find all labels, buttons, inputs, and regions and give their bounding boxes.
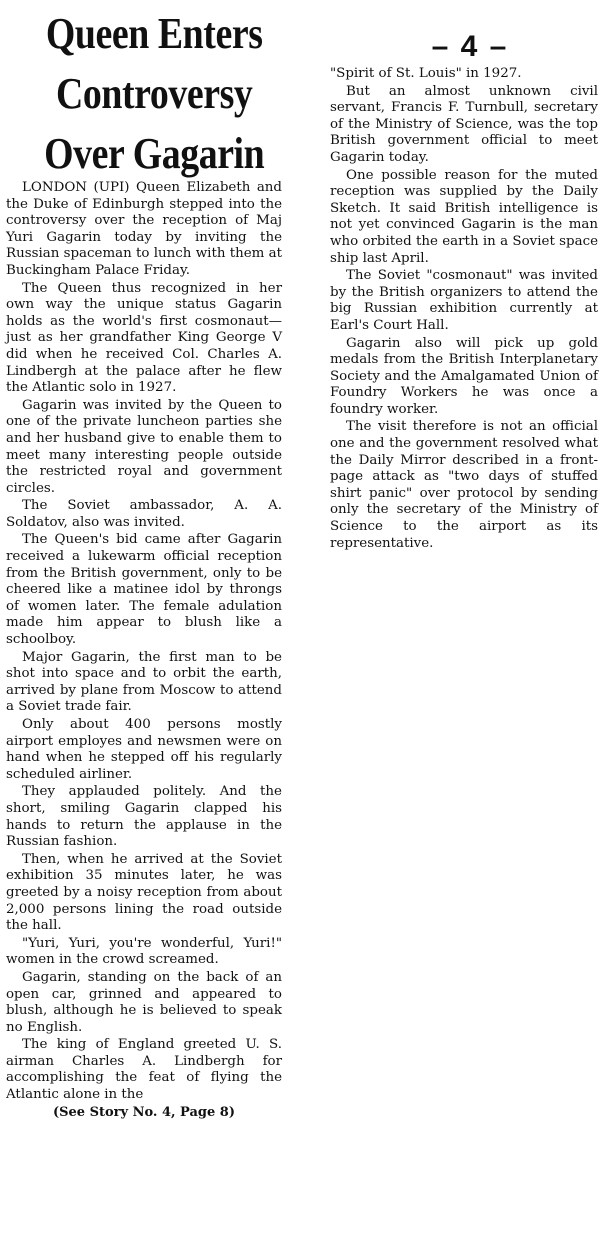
paragraph: The Queen thus recognized in her own way the unique status Gagarin holds as the world's first cosmonaut—just as her grandfather King George V did when he received Col. Charles A. Lindbergh at the palace after he flew the Atlantic solo in 1927. (6, 280, 282, 396)
paragraph: The Queen's bid came after Gagarin received a lukewarm official reception from the British government, only to be cheered like a matinee idol by throngs of women later. The female adulation made him appear to blush like a schoolboy. (6, 532, 282, 648)
paragraph: Then, when he arrived at the Soviet exhibition 35 minutes later, he was greeted by a noisy reception from about 2,000 persons lining the road outside the hall. (6, 851, 282, 934)
paragraph: The Soviet ambassador, A. A. Soldatov, also was invited. (6, 498, 282, 530)
paragraph: But an almost unknown civil servant, Francis F. Turnbull, secretary of the Ministry of Science, was the top British government official to meet Gagarin today. (330, 83, 598, 165)
headline-line-1: Queen Enters (45, 9, 263, 58)
paragraph: One possible reason for the muted reception was supplied by the Daily Sketch. It said British intelligence is not yet convinced Gagarin is the man who orbited the earth in a Soviet space ship last April. (330, 167, 598, 266)
paragraph: Gagarin also will pick up gold medals from the British Interplanetary Society and the Amalgamated Union of Foundry Workers he was once a foundry worker. (330, 335, 598, 417)
left-column (6, 180, 282, 1121)
paragraph: "Spirit of St. Louis" in 1927. (330, 66, 522, 81)
paragraph: LONDON (UPI) Queen Elizabeth and the Duke of Edinburgh stepped into the controversy over the reception of Maj Yuri Gagarin today by inviting the Russian spaceman to lunch with them at Buckingham Palace Friday. (6, 180, 282, 278)
paragraph: Only about 400 persons mostly airport employes and newsmen were on hand when he stepped off his regularly scheduled airliner. (6, 717, 282, 782)
headline-line-3: Over Gagarin (44, 129, 265, 178)
paragraph: The king of England greeted U. S. airman Charles A. Lindbergh for accomplishing the feat of flying the Atlantic alone in the (6, 1037, 282, 1103)
headline-line-2: Controversy (56, 69, 253, 118)
page-number: – 4 – (431, 30, 509, 63)
paragraph: Gagarin was invited by the Queen to one of the private luncheon parties she and her husband give to enable them to meet many interesting people outside the restricted royal and government circles. (6, 397, 282, 496)
paragraph: They applauded politely. And the short, smiling Gagarin clapped his hands to return the applause in the Russian fashion. (6, 784, 282, 850)
paragraph: Gagarin, standing on the back of an open car, grinned and appeared to blush, although he is believed to speak no English. (6, 969, 282, 1035)
paragraph: "Yuri, Yuri, you're wonderful, Yuri!" women in the crowd screamed. (6, 935, 282, 968)
paragraph: Major Gagarin, the first man to be shot into space and to orbit the earth, arrived by plane from Moscow to attend a Soviet trade fair. (6, 649, 282, 715)
right-column (330, 66, 598, 553)
paragraph: The visit therefore is not an official one and the government resolved what the Daily Mirror described in a front-page attack as "two days of stuffed shirt panic" over protocol by sending only the secretary of the Ministry of Science to the airport as its representative. (330, 419, 598, 551)
continuation-note: (See Story No. 4, Page 8) (52, 1104, 235, 1120)
headline (8, 4, 300, 184)
paragraph: The Soviet "cosmonaut" was invited by the British organizers to attend the big Russian exhibition currently at Earl's Court Hall. (330, 268, 598, 333)
